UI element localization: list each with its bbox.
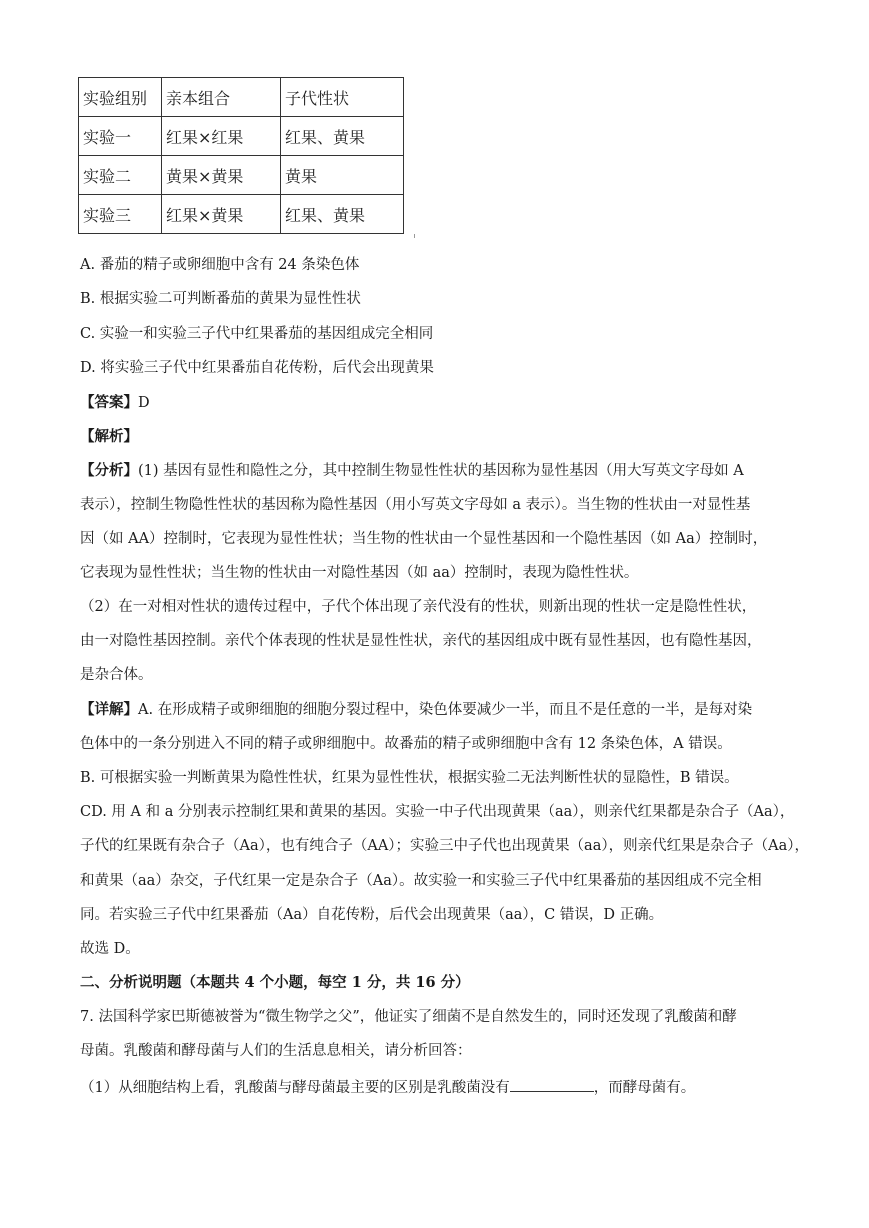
- table-cell: 黄果: [281, 156, 404, 195]
- answer-line: [80, 394, 800, 412]
- answer-blank[interactable]: [510, 1077, 594, 1092]
- xiangjie-line: 和黄果（aa）杂交，子代红果一定是杂合子（Aa）。故实验一和实验三子代中红果番茄的基因组成不完全相: [80, 873, 762, 889]
- table-cell: 红果、黄果: [281, 195, 404, 234]
- question-text: （1）从细胞结构上看，乳酸菌与酵母菌最主要的区别是乳酸菌没有: [80, 1080, 510, 1096]
- fenxi-line: [80, 462, 800, 480]
- table-header-cell: 子代性状: [281, 78, 404, 117]
- xiangjie-line: CD. 用 A 和 a 分别表示控制红果和黄果的基因。实验一中子代出现黄果（aa），则亲代红果都是杂合子（Aa），: [80, 804, 795, 820]
- table-cell: 红果×红果: [162, 117, 281, 156]
- xiangjie-line: [80, 701, 800, 719]
- table-cell: 黄果×黄果: [162, 156, 281, 195]
- fenxi-line: 由一对隐性基因控制。亲代个体表现的性状是显性性状，亲代的基因组成中既有显性基因，也有隐性基因，: [80, 633, 762, 649]
- question-text: ，而酵母菌有。: [593, 1080, 696, 1096]
- fenxi-line: 是杂合体。: [80, 667, 153, 683]
- table-row: [79, 156, 404, 195]
- fenxi-text: (1) 基因有显性和隐性之分，其中控制生物显性性状的基因称为显性基因（用大写英文字母如 A: [138, 463, 744, 479]
- experiment-table: [78, 77, 404, 234]
- section-title: 二、分析说明题（本题共 4 个小题，每空 1 分，共 16 分）: [80, 974, 470, 991]
- fenxi-line: 它表现为显性性状；当生物的性状由一对隐性基因（如 aa）控制时，表现为隐性性状。: [80, 565, 639, 581]
- table-row: [79, 195, 404, 234]
- table-cell: 实验二: [79, 156, 162, 195]
- option-c: C. 实验一和实验三子代中红果番茄的基因组成完全相同: [80, 326, 434, 342]
- xiangjie-text: A. 在形成精子或卵细胞的细胞分裂过程中，染色体要减少一半，而且不是任意的一半，是每对染: [138, 702, 753, 718]
- table-cell: 红果、黄果: [281, 117, 404, 156]
- question-line: 7. 法国科学家巴斯德被誉为“微生物学之父”，他证实了细菌不是自然发生的，同时还发现了乳酸菌和酵: [80, 1009, 737, 1025]
- analysis-label: 【解析】: [80, 428, 138, 445]
- table-cell: 实验一: [79, 117, 162, 156]
- fenxi-label: 【分析】: [80, 462, 138, 479]
- table-cell: 红果×黄果: [162, 195, 281, 234]
- table-header-cell: 实验组别: [79, 78, 162, 117]
- question-line: [80, 1077, 800, 1097]
- table-row: [79, 117, 404, 156]
- fenxi-line: 因（如 AA）控制时，它表现为显性性状；当生物的性状由一个显性基因和一个隐性基因（如 Aa）控制时，: [80, 531, 768, 547]
- option-a: A. 番茄的精子或卵细胞中含有 24 条染色体: [80, 257, 360, 273]
- xiangjie-line: 同。若实验三子代中红果番茄（Aa）自花传粉，后代会出现黄果（aa），C 错误，D 正确。: [80, 907, 664, 923]
- table-header-row: [79, 78, 404, 117]
- xiangjie-label: 【详解】: [80, 701, 138, 718]
- answer-label: 【答案】: [80, 394, 138, 411]
- option-b: B. 根据实验二可判断番茄的黄果为显性性状: [80, 291, 361, 307]
- xiangjie-line: 子代的红果既有杂合子（Aa），也有纯合子（AA）；实验三中子代也出现黄果（aa），则亲代红果是杂合子（Aa），: [80, 838, 809, 854]
- xiangjie-line: B. 可根据实验一判断黄果为隐性性状，红果为显性性状，根据实验二无法判断性状的显隐性，B 错误。: [80, 770, 739, 786]
- table-corner-mark: [414, 234, 419, 238]
- table-header-cell: 亲本组合: [162, 78, 281, 117]
- table-cell: 实验三: [79, 195, 162, 234]
- option-d: D. 将实验三子代中红果番茄自花传粉，后代会出现黄果: [80, 360, 434, 376]
- xiangjie-line: 故选 D。: [80, 941, 140, 957]
- answer-value: D: [138, 395, 150, 411]
- xiangjie-line: 色体中的一条分别进入不同的精子或卵细胞中。故番茄的精子或卵细胞中含有 12 条染色体，A 错误。: [80, 736, 732, 752]
- fenxi-line: 表示），控制生物隐性性状的基因称为隐性基因（用小写英文字母如 a 表示）。当生物的性状由一对显性基: [80, 497, 751, 513]
- question-line: 母菌。乳酸菌和酵母菌与人们的生活息息相关，请分析回答：: [80, 1043, 472, 1059]
- fenxi-line: （2）在一对相对性状的遗传过程中，子代个体出现了亲代没有的性状，则新出现的性状一定是隐性性状，: [80, 599, 757, 615]
